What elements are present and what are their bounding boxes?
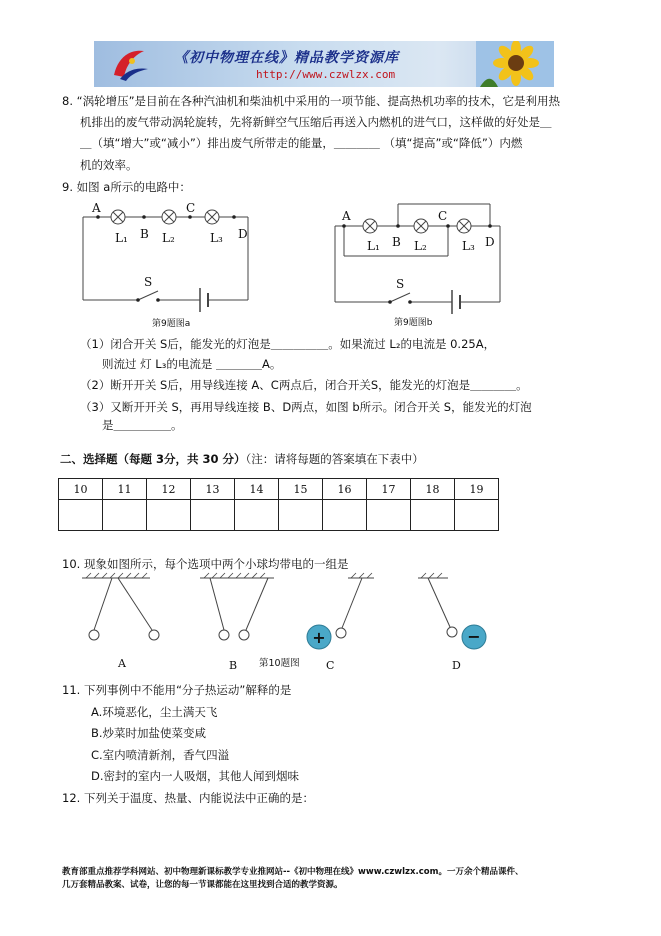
q10-text: 10. 现象如图所示，每个选项中两个小球均带电的一组是: [62, 557, 349, 571]
answer-table-answer-row: [59, 500, 499, 531]
q11-option-b: B.炒菜时加盐使菜变咸: [91, 726, 207, 740]
banner-logo-icon: [108, 45, 150, 83]
option-label-d: D: [452, 659, 461, 672]
header-banner: [94, 41, 554, 87]
answer-table-header: 16: [323, 479, 367, 500]
answer-table-header: 14: [235, 479, 279, 500]
answer-cell[interactable]: [147, 500, 191, 531]
answer-cell[interactable]: [103, 500, 147, 531]
option-label-b: B: [229, 659, 238, 672]
answer-table: [58, 478, 499, 531]
option-label-c: C: [326, 659, 335, 672]
pendulum-option-d: [418, 573, 457, 637]
q9-intro: 9. 如图 a所示的电路中：: [62, 180, 191, 194]
answer-cell[interactable]: [411, 500, 455, 531]
answer-table-header: 15: [279, 479, 323, 500]
answer-cell[interactable]: [455, 500, 499, 531]
section2-heading-row: [60, 452, 424, 466]
answer-table-header: 18: [411, 479, 455, 500]
lamp-label-L2: L₂: [414, 239, 427, 253]
page-footer: [62, 866, 523, 892]
node-label-C: C: [186, 201, 196, 215]
lamp-icon: [205, 210, 219, 224]
answer-table-header: 13: [191, 479, 235, 500]
negative-charge-icon: [462, 625, 486, 649]
answer-cell[interactable]: [279, 500, 323, 531]
pendulum-option-a: [82, 573, 159, 640]
q8-line1: 8. “涡轮增压”是目前在各种汽油机和柴油机中采用的一项节能、提高热机功率的技术，它是利用热: [62, 94, 561, 108]
node-label-C: C: [438, 209, 448, 223]
node-label-B: B: [392, 235, 401, 249]
q9-part2: （2）断开开关 S后，用导线连接 A、C两点后，闭合开关S，能发光的灯泡是＿＿＿＿。: [80, 378, 528, 392]
lamp-label-L2: L₂: [162, 231, 175, 245]
svg-text:+: +: [312, 628, 326, 647]
q8-line2: 机排出的废气带动涡轮旋转，先将新鲜空气压缩后再送入内燃机的进气口，这样做的好处是＿: [80, 115, 552, 129]
lamp-label-L1: L₁: [367, 239, 380, 253]
q9-part3-line1: （3）又断开开关 S，再用导线连接 B、D两点，如图 b所示。闭合开关 S，能发光的灯泡: [80, 400, 532, 414]
section2-note: （注：请将每题的答案填在下表中）: [245, 452, 424, 466]
lamp-icon: [363, 219, 377, 233]
banner-title: 《初中物理在线》精品教学资源库: [174, 50, 399, 66]
footer-line2: 几万套精品教案、试卷，让您的每一节课都能在这里找到合适的教学资源。: [62, 880, 343, 890]
answer-table-header: 11: [103, 479, 147, 500]
answer-cell[interactable]: [323, 500, 367, 531]
svg-text:−: −: [467, 627, 481, 646]
answer-table-header-row: [59, 479, 499, 500]
q10-figure: [78, 572, 508, 676]
q11-option-c: C.室内喷清新剂，香气四溢: [91, 748, 230, 762]
q12-text: 12. 下列关于温度、热量、内能说法中正确的是：: [62, 791, 314, 805]
q8-line4: 机的效率。: [80, 158, 138, 172]
pendulum-option-b: [200, 573, 274, 640]
q11-option-d: D.密封的室内一人吸烟，其他人闻到烟味: [91, 769, 300, 783]
switch-label-S: S: [144, 275, 153, 289]
option-label-a: A: [118, 657, 126, 670]
sunflower-icon: [476, 41, 554, 87]
figure-caption-b: 第9题图b: [394, 318, 433, 328]
lamp-icon: [111, 210, 125, 224]
banner-url[interactable]: http://www.czwlzx.com: [256, 68, 396, 81]
positive-charge-icon: [307, 625, 331, 649]
node-label-D: D: [485, 235, 495, 249]
pendulum-option-c: [336, 573, 374, 638]
switch-label-S: S: [396, 277, 405, 291]
answer-table-header: 19: [455, 479, 499, 500]
figure-caption-q10: 第10题图: [259, 658, 300, 669]
answer-cell[interactable]: [59, 500, 103, 531]
circuit-diagram-b: [330, 198, 512, 332]
node-label-B: B: [140, 227, 149, 241]
answer-table-header: 12: [147, 479, 191, 500]
answer-cell[interactable]: [191, 500, 235, 531]
lamp-icon: [162, 210, 176, 224]
node-label-A: A: [92, 201, 101, 215]
lamp-label-L3: L₃: [462, 239, 475, 253]
q9-part1-line2: 则流过 灯 L₃的电流是 ＿＿＿＿A。: [102, 357, 282, 371]
figure-caption-a: 第9题图a: [152, 319, 191, 329]
answer-cell[interactable]: [367, 500, 411, 531]
lamp-label-L3: L₃: [210, 231, 223, 245]
q9-part1-line1: （1）闭合开关 S后，能发光的灯泡是＿＿＿＿＿。如果流过 L₂的电流是 0.25A，: [80, 337, 496, 351]
lamp-icon: [457, 219, 471, 233]
lamp-icon: [414, 219, 428, 233]
q8-line3: ＿（填“增大”或“减小”）排出废气所带走的能量，＿＿＿＿ （填“提高”或“降低”）内燃: [80, 136, 523, 150]
circuit-diagram-a: [78, 200, 260, 332]
answer-cell[interactable]: [235, 500, 279, 531]
answer-table-header: 17: [367, 479, 411, 500]
lamp-label-L1: L₁: [115, 231, 128, 245]
answer-table-header: 10: [59, 479, 103, 500]
node-label-A: A: [342, 209, 351, 223]
node-label-D: D: [238, 227, 248, 241]
q11-text: 11. 下列事例中不能用“分子热运动”解释的是: [62, 683, 292, 697]
section2-heading: 二、选择题（每题 3分，共 30 分）: [60, 452, 246, 466]
q9-part3-line2: 是＿＿＿＿＿。: [102, 418, 183, 432]
q11-option-a: A.环境恶化，尘土满天飞: [91, 705, 218, 719]
footer-line1: 教育部重点推荐学科网站、初中物理新课标教学专业推网站--《初中物理在线》www.czwlzx.com。一万余个精品课件、: [62, 867, 524, 877]
